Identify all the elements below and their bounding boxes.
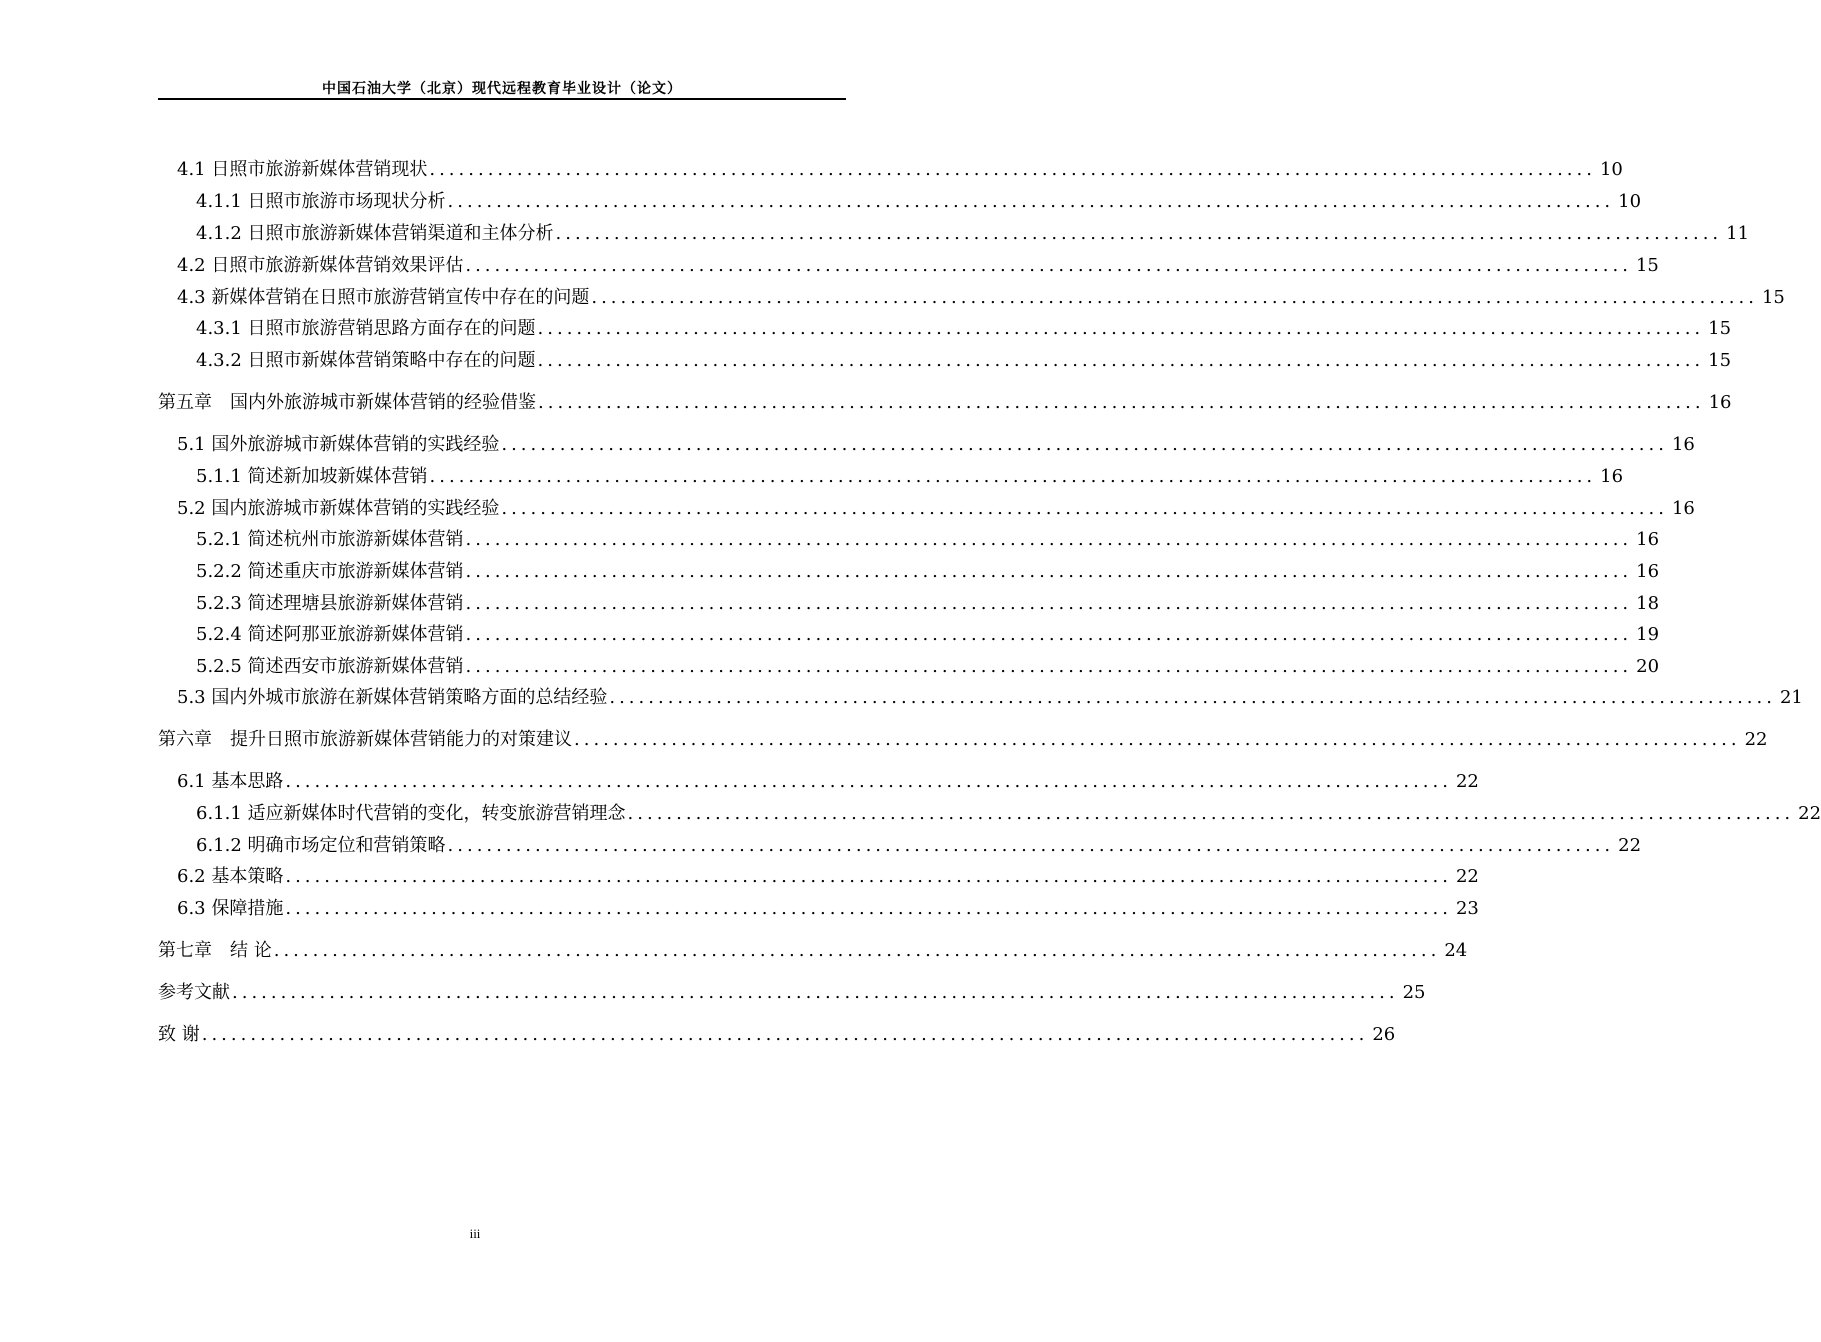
- page-header-title: 中国石油大学（北京）现代远程教育毕业设计（论文）: [322, 81, 682, 97]
- toc-dot-leader: ........................................................................................................................: [429, 159, 1596, 180]
- toc-entry[interactable]: [196, 834, 1642, 858]
- toc-entry-title: 4.1 日照市旅游新媒体营销现状: [177, 159, 428, 180]
- toc-entry-title: 致 谢: [158, 1024, 200, 1045]
- toc-entry-title: 第五章 国内外旅游城市新媒体营销的经验借鉴: [158, 392, 536, 413]
- toc-entry[interactable]: [177, 897, 1479, 921]
- toc-entry-title: 4.1.1 日照市旅游市场现状分析: [196, 191, 446, 212]
- toc-dot-leader: ........................................................................................................................: [232, 982, 1399, 1003]
- toc-entry[interactable]: [177, 770, 1479, 794]
- toc-entry-title: 5.2 国内旅游城市新媒体营销的实践经验: [177, 498, 500, 519]
- toc-entry-page: 22: [1798, 803, 1821, 824]
- toc-entry-page: 16: [1671, 434, 1695, 455]
- toc-entry-title: 4.3 新媒体营销在日照市旅游营销宣传中存在的问题: [177, 287, 590, 308]
- toc-entry[interactable]: [158, 728, 1768, 752]
- toc-entry[interactable]: [177, 433, 1695, 457]
- toc-dot-leader: ........................................................................................................................: [465, 656, 1633, 677]
- toc-dot-leader: ........................................................................................................................: [574, 729, 1741, 750]
- toc-entry[interactable]: [158, 981, 1426, 1005]
- toc-entry-page: 16: [1636, 561, 1660, 582]
- toc-entry-title: 5.3 国内外城市旅游在新媒体营销策略方面的总结经验: [177, 687, 608, 708]
- toc-entry-title: 参考文献: [158, 982, 230, 1003]
- toc-entry-title: 5.1 国外旅游城市新媒体营销的实践经验: [177, 434, 500, 455]
- toc-entry[interactable]: [196, 349, 1732, 373]
- toc-entry-page: 25: [1402, 982, 1426, 1003]
- toc-entry-title: 5.2.5 简述西安市旅游新媒体营销: [196, 656, 464, 677]
- toc-entry-title: 4.2 日照市旅游新媒体营销效果评估: [177, 255, 464, 276]
- toc-entry[interactable]: [196, 528, 1660, 552]
- toc-entry-page: 10: [1599, 159, 1623, 180]
- toc-entry-page: 15: [1708, 318, 1732, 339]
- toc-entry-page: 19: [1636, 624, 1660, 645]
- toc-entry[interactable]: [196, 802, 1821, 826]
- toc-entry-page: 24: [1444, 940, 1468, 961]
- toc-entry-title: 第六章 提升日照市旅游新媒体营销能力的对策建议: [158, 729, 572, 750]
- toc-entry-page: 16: [1708, 392, 1732, 413]
- toc-entry[interactable]: [177, 158, 1623, 182]
- toc-entry[interactable]: [196, 317, 1732, 341]
- toc-entry[interactable]: [196, 592, 1660, 616]
- header-divider: [158, 98, 846, 100]
- toc-entry-title: 4.3.1 日照市旅游营销思路方面存在的问题: [196, 318, 536, 339]
- toc-dot-leader: ........................................................................................................................: [537, 350, 1705, 371]
- toc-entry-page: 11: [1726, 223, 1750, 244]
- toc-entry-page: 21: [1779, 687, 1803, 708]
- toc-entry-title: 6.3 保障措施: [177, 898, 284, 919]
- toc-entry-page: 16: [1600, 466, 1624, 487]
- toc-dot-leader: ........................................................................................................................: [591, 287, 1758, 308]
- toc-entry-page: 22: [1455, 771, 1479, 792]
- toc-entry-title: 6.1.1 适应新媒体时代营销的变化，转变旅游营销理念: [196, 803, 626, 824]
- toc-entry-title: 5.1.1 简述新加坡新媒体营销: [196, 466, 428, 487]
- toc-dot-leader: ........................................................................................................................: [555, 223, 1723, 244]
- toc-entry-title: 6.2 基本策略: [177, 866, 284, 887]
- toc-dot-leader: ........................................................................................................................: [465, 624, 1633, 645]
- toc-entry-page: 16: [1671, 498, 1695, 519]
- toc-entry[interactable]: [196, 560, 1660, 584]
- page-number: iii: [469, 1226, 481, 1241]
- toc-entry[interactable]: [158, 939, 1468, 963]
- toc-entry-title: 6.1 基本思路: [177, 771, 284, 792]
- toc-entry-page: 16: [1636, 529, 1660, 550]
- toc-dot-leader: ........................................................................................................................: [447, 191, 1615, 212]
- toc-entry-page: 15: [1708, 350, 1732, 371]
- toc-dot-leader: ........................................................................................................................: [465, 255, 1632, 276]
- toc-entry-title: 5.2.1 简述杭州市旅游新媒体营销: [196, 529, 464, 550]
- toc-entry-title: 4.1.2 日照市旅游新媒体营销渠道和主体分析: [196, 223, 554, 244]
- toc-entry-title: 5.2.2 简述重庆市旅游新媒体营销: [196, 561, 464, 582]
- toc-entry-page: 10: [1618, 191, 1642, 212]
- toc-entry-title: 5.2.3 简述理塘县旅游新媒体营销: [196, 593, 464, 614]
- toc-dot-leader: ........................................................................................................................: [429, 466, 1597, 487]
- toc-dot-leader: ........................................................................................................................: [465, 561, 1633, 582]
- toc-dot-leader: ........................................................................................................................: [201, 1024, 1369, 1045]
- toc-entry[interactable]: [177, 497, 1695, 521]
- toc-entry-title: 4.3.2 日照市新媒体营销策略中存在的问题: [196, 350, 536, 371]
- toc-entry[interactable]: [158, 1023, 1396, 1047]
- toc-dot-leader: ........................................................................................................................: [447, 835, 1615, 856]
- toc-dot-leader: ........................................................................................................................: [465, 529, 1633, 550]
- toc-entry-page: 26: [1372, 1024, 1396, 1045]
- toc-dot-leader: ........................................................................................................................: [465, 593, 1633, 614]
- toc-entry-title: 5.2.4 简述阿那亚旅游新媒体营销: [196, 624, 464, 645]
- toc-entry-title: 第七章 结 论: [158, 940, 272, 961]
- toc-entry-page: 15: [1635, 255, 1659, 276]
- toc-entry-page: 20: [1636, 656, 1660, 677]
- toc-entry-page: 23: [1455, 898, 1479, 919]
- toc-dot-leader: ........................................................................................................................: [273, 940, 1441, 961]
- toc-dot-leader: ........................................................................................................................: [627, 803, 1795, 824]
- toc-dot-leader: ........................................................................................................................: [285, 866, 1452, 887]
- toc-entry-page: 22: [1744, 729, 1768, 750]
- toc-entry[interactable]: [196, 623, 1660, 647]
- toc-dot-leader: ........................................................................................................................: [538, 392, 1705, 413]
- toc-dot-leader: ........................................................................................................................: [537, 318, 1705, 339]
- toc-entry-page: 18: [1636, 593, 1660, 614]
- toc-entry[interactable]: [196, 190, 1642, 214]
- toc-entry[interactable]: [177, 254, 1659, 278]
- toc-entry[interactable]: [196, 655, 1660, 679]
- toc-dot-leader: ........................................................................................................................: [501, 498, 1668, 519]
- toc-entry[interactable]: [177, 686, 1803, 710]
- toc-entry-title: 6.1.2 明确市场定位和营销策略: [196, 835, 446, 856]
- toc-entry[interactable]: [158, 391, 1732, 415]
- toc-entry[interactable]: [177, 865, 1479, 889]
- toc-dot-leader: ........................................................................................................................: [609, 687, 1776, 708]
- toc-dot-leader: ........................................................................................................................: [501, 434, 1668, 455]
- toc-entry-page: 22: [1618, 835, 1642, 856]
- toc-entry[interactable]: [177, 286, 1785, 310]
- toc-entry[interactable]: [196, 222, 1750, 246]
- toc-dot-leader: ........................................................................................................................: [285, 771, 1452, 792]
- toc-entry[interactable]: [196, 465, 1624, 489]
- toc-dot-leader: ........................................................................................................................: [285, 898, 1452, 919]
- toc-entry-page: 15: [1761, 287, 1785, 308]
- toc-entry-page: 22: [1455, 866, 1479, 887]
